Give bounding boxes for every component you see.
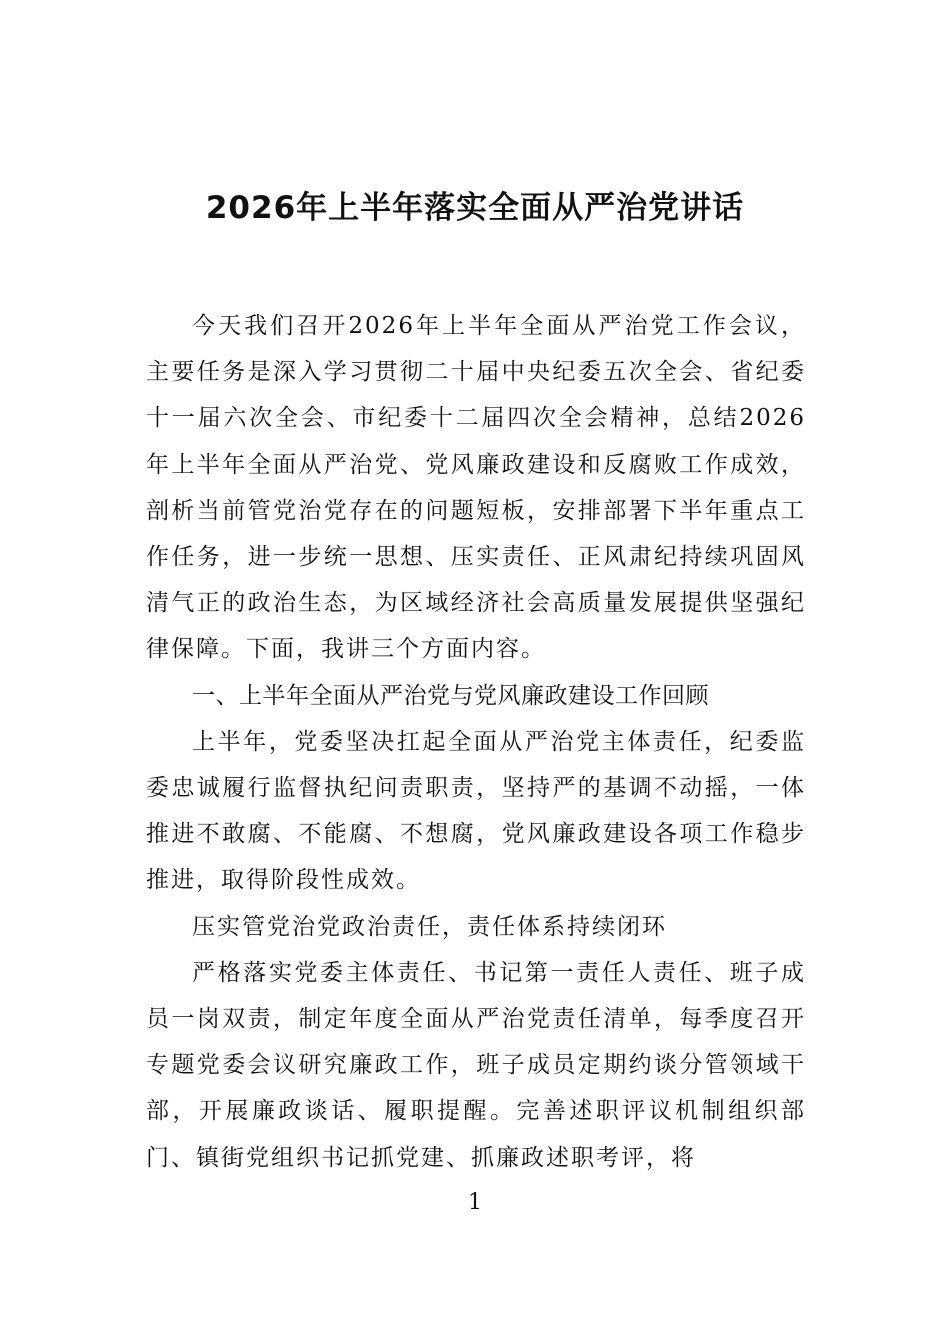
paragraph-intro: 今天我们召开2026年上半年全面从严治党工作会议，主要任务是深入学习贯彻二十届中央纪委五次全会、省纪委十一届六次全会、市纪委十二届四次全会精神，总结2026年上半年全面从严治党、党风廉政建设和反腐败工作成效，剖析当前管党治党存在的问题短板，安排部署下半年重点工作任务，进一步统一思想、压实责任、正风肃纪持续巩固风清气正的政治生态，为区域经济社会高质量发展提供坚强纪律保障。下面，我讲三个方面内容。	[146, 313, 806, 663]
paragraph-review: 上半年，党委坚决扛起全面从严治党主体责任，纪委监委忠诚履行监督执纪问责职责，坚持严的基调不动摇，一体推进不敢腐、不能腐、不想腐，党风廉政建设各项工作稳步推进，取得阶段性成效。	[146, 728, 806, 894]
document-title: 2026年上半年落实全面从严治党讲话	[205, 190, 745, 226]
subheading-responsibility: 压实管党治党政治责任，责任体系持续闭环	[192, 913, 667, 940]
page-number: 1	[468, 1190, 482, 1215]
paragraph-responsibility: 严格落实党委主体责任、书记第一责任人责任、班子成员一岗双责，制定年度全面从严治党责任清单，每季度召开专题党委会议研究廉政工作，班子成员定期约谈分管领域干部，开展廉政谈话、履职提醒。完善述职评议机制组织部门、镇街党组织书记抓党建、抓廉政述职考评，将	[146, 959, 806, 1171]
document-body	[146, 303, 806, 1181]
section-heading-1: 一、上半年全面从严治党与党风廉政建设工作回顾	[192, 682, 709, 709]
